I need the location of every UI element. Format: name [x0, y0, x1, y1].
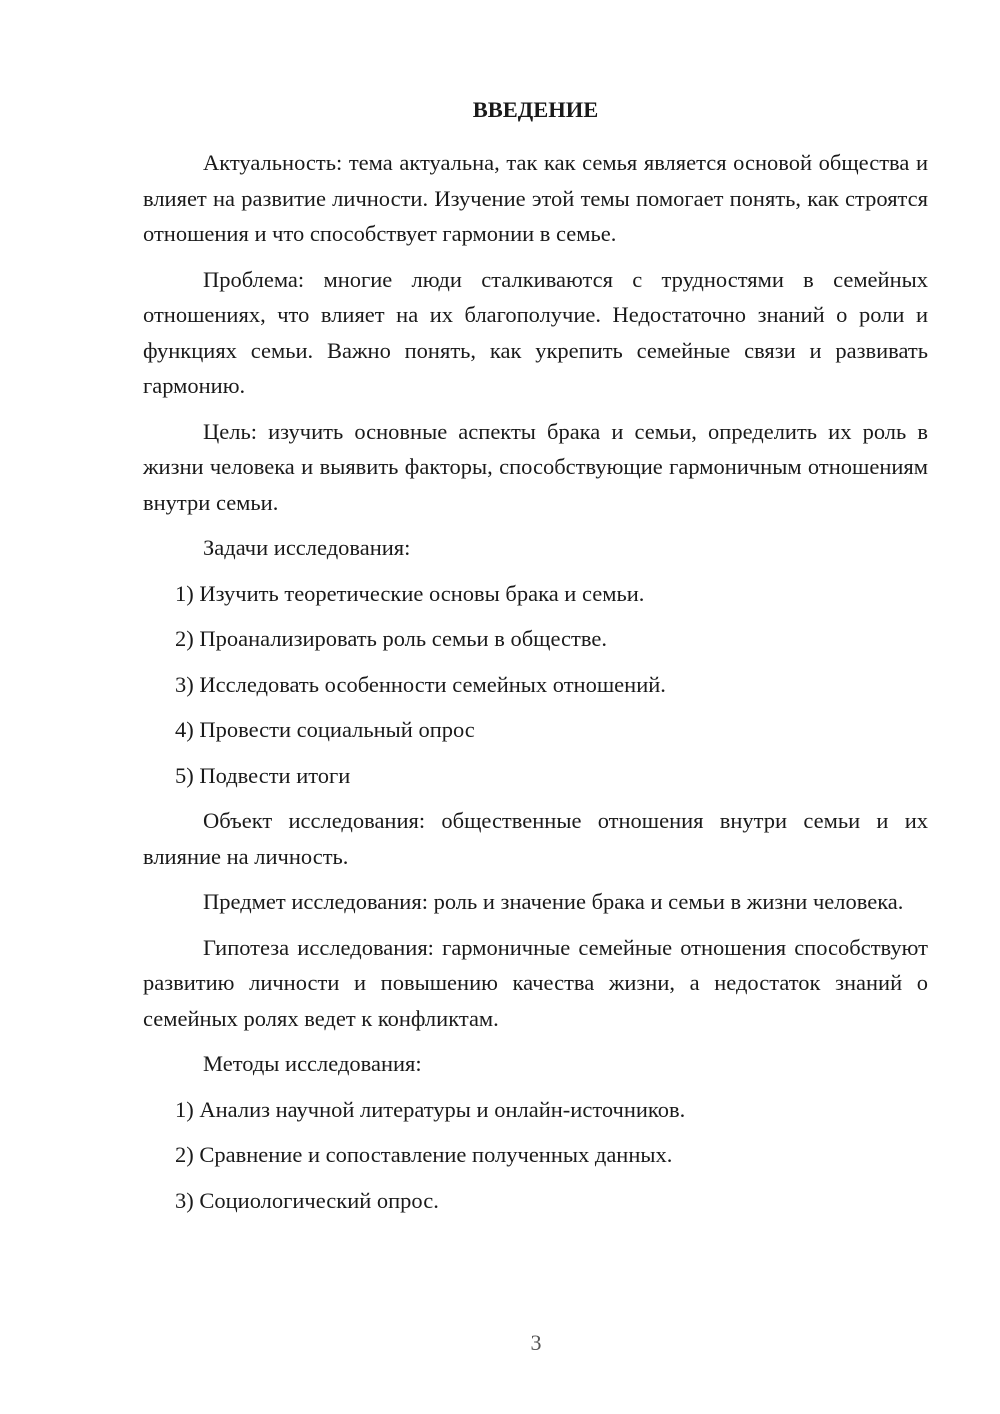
list-item: 1) Анализ научной литературы и онлайн-источников.: [175, 1096, 686, 1122]
problem-paragraph: Проблема: многие люди сталкиваются с трудностями в семейных отношениях, что влияет на их благополучие. Недостаточно знаний о роли и функциях семьи. Важно понять, как укрепить семейные связи и развивать гармонию.: [143, 266, 928, 398]
list-item: 2) Сравнение и сопоставление полученных данных.: [175, 1142, 673, 1167]
list-item: 1) Изучить теоретические основы брака и семьи.: [175, 580, 645, 606]
tasks-heading: Задачи исследования:: [203, 535, 411, 560]
document-page: [143, 92, 928, 1228]
methods-list: [143, 1092, 928, 1219]
tasks-list: [143, 576, 928, 794]
subject-paragraph: Предмет исследования: роль и значение брака и семьи в жизни человека.: [203, 889, 904, 914]
hypothesis-paragraph: Гипотеза исследования: гармоничные семейные отношения способствуют развитию личности и повышению качества жизни, а недостаток знаний о семейных ролях ведет к конфликтам.: [143, 934, 928, 1031]
list-item: 4) Провести социальный опрос: [175, 717, 475, 742]
list-item: 3) Исследовать особенности семейных отношений.: [175, 671, 666, 697]
list-item: 5) Подвести итоги: [175, 762, 351, 788]
list-item: 2) Проанализировать роль семьи в обществе.: [175, 626, 607, 651]
relevance-paragraph: Актуальность: тема актуальна, так как семья является основой общества и влияет на развитие личности. Изучение этой темы помогает понять, как строятся отношения и что способствует гармонии в семье.: [143, 150, 928, 246]
goal-paragraph: Цель: изучить основные аспекты брака и семьи, определить их роль в жизни человека и выявить факторы, способствующие гармоничным отношениям внутри семьи.: [143, 418, 928, 515]
object-paragraph: Объект исследования: общественные отношения внутри семьи и их влияние на личность.: [143, 808, 928, 869]
methods-heading: Методы исследования:: [203, 1051, 422, 1076]
page-number: 3: [530, 1330, 542, 1355]
list-item: 3) Социологический опрос.: [175, 1187, 439, 1213]
page-title: ВВЕДЕНИЕ: [472, 97, 599, 122]
